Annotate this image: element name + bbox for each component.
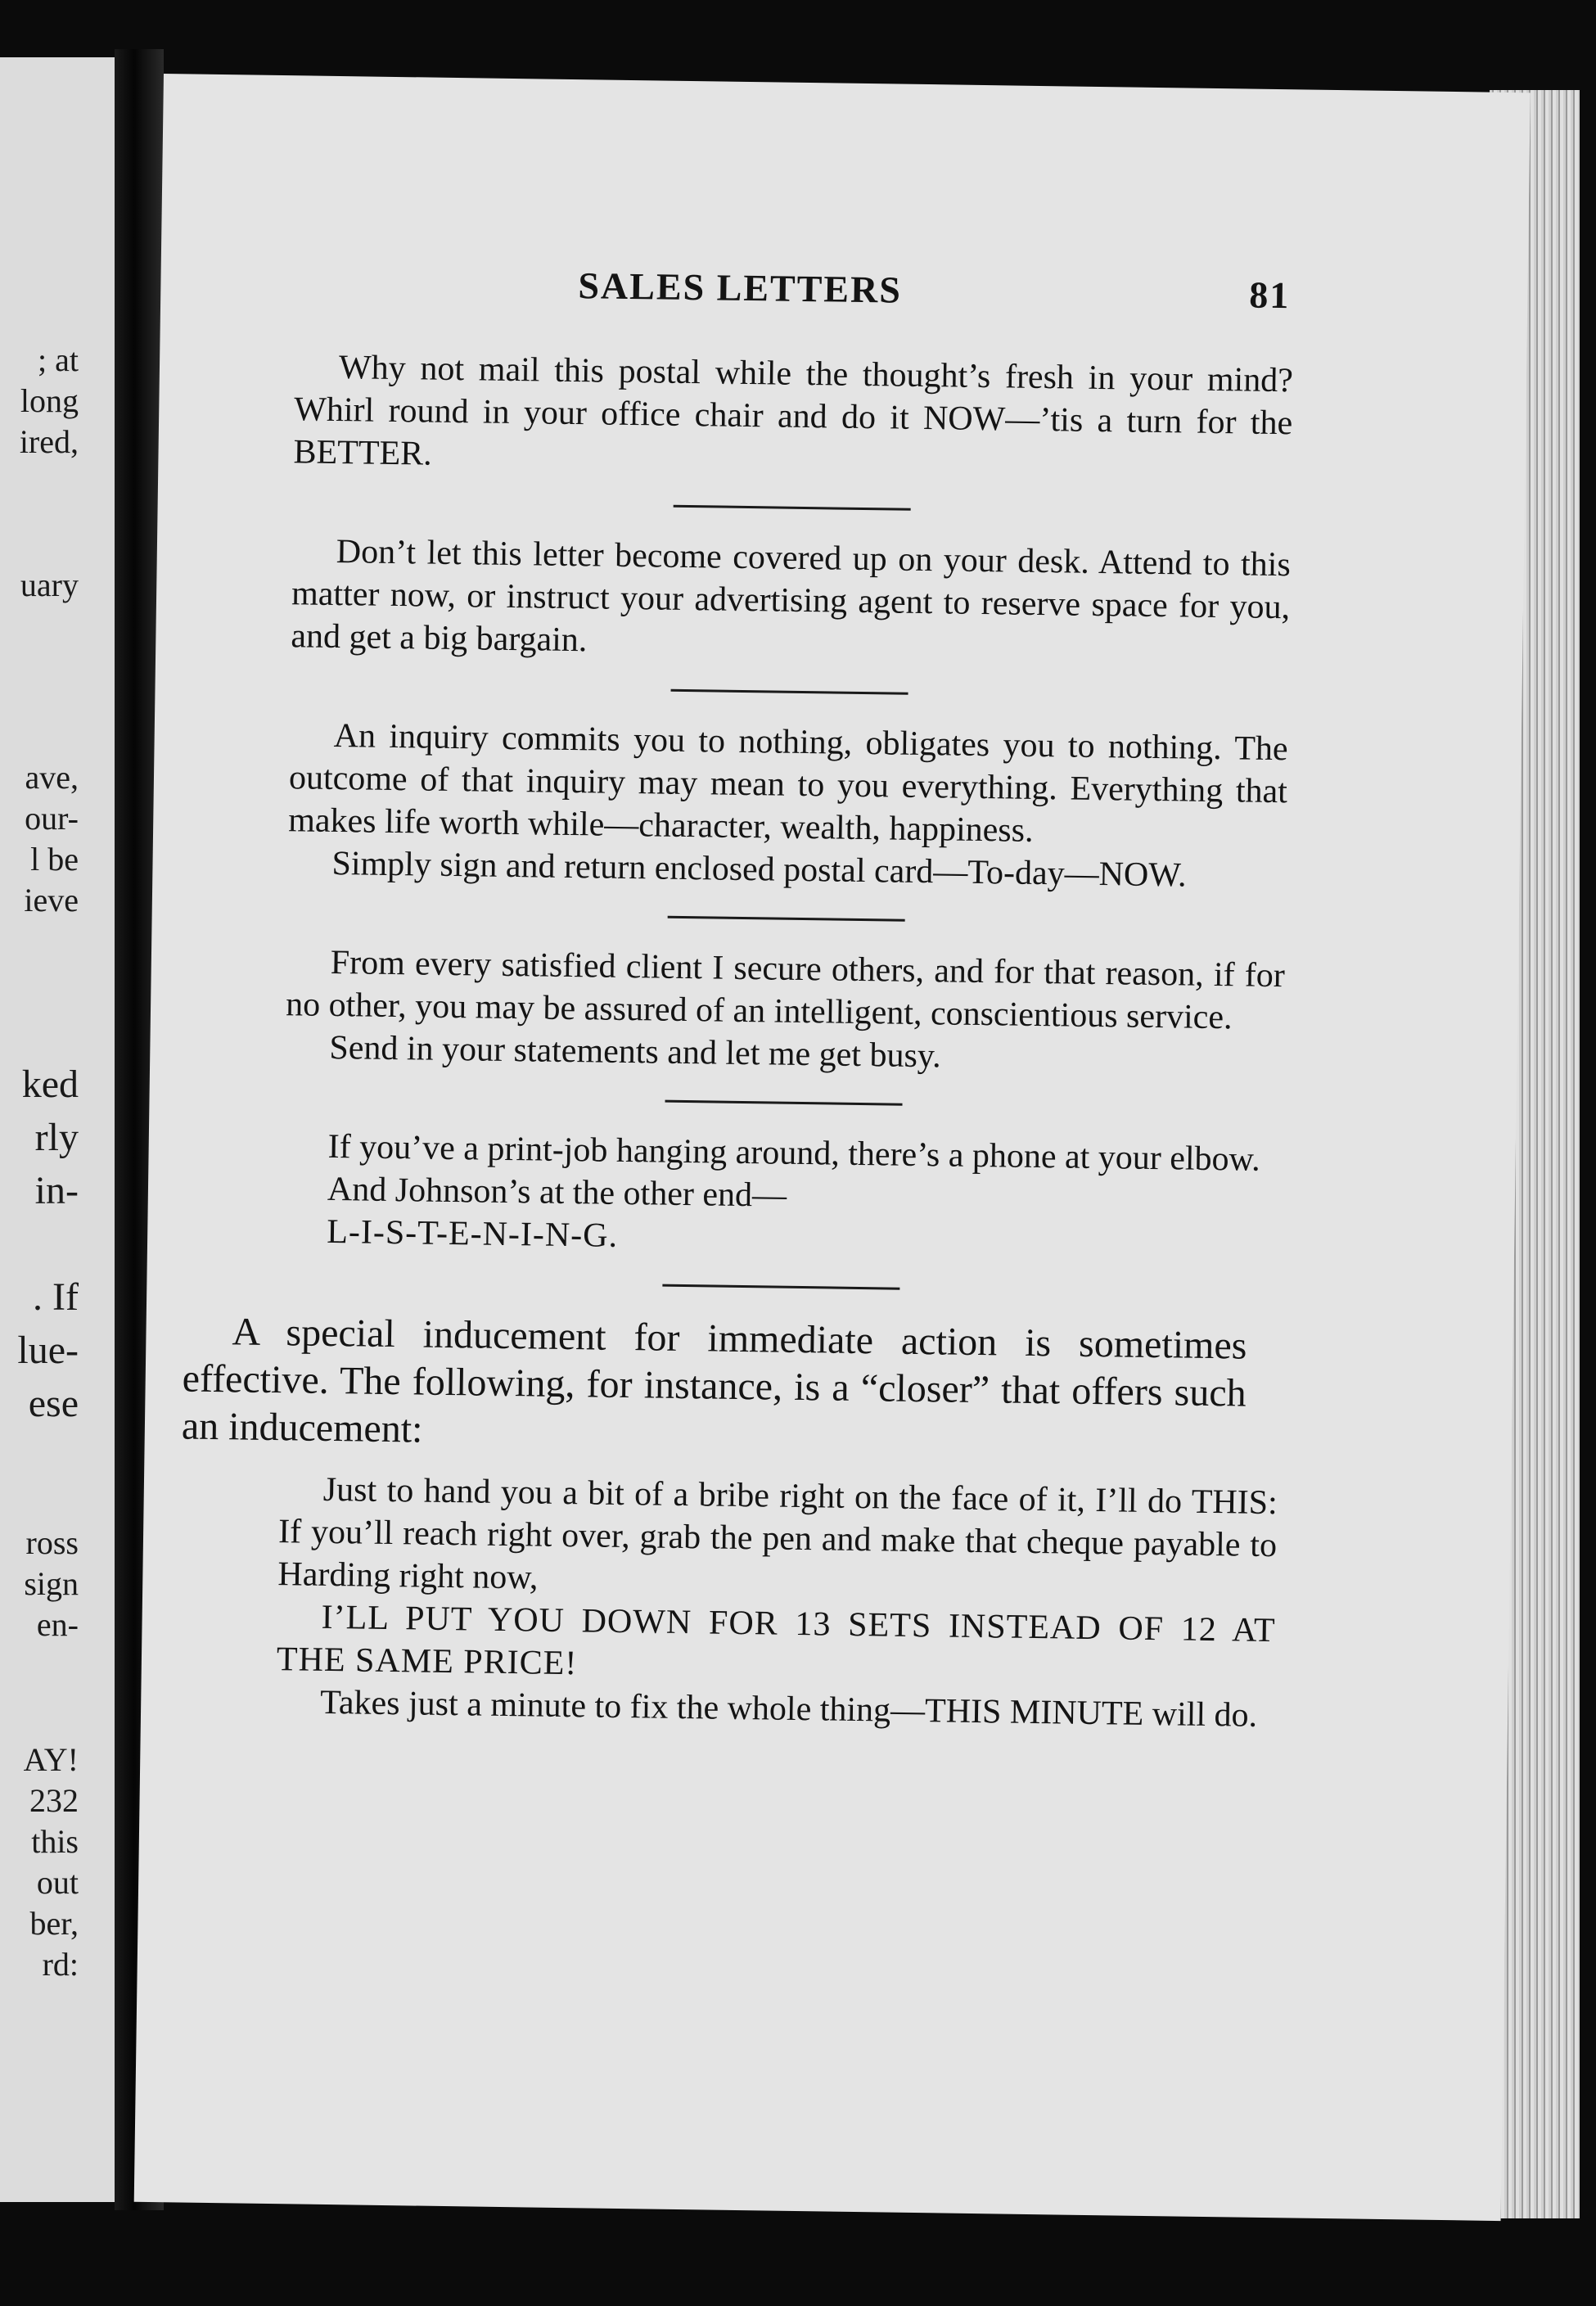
section-divider <box>671 689 908 695</box>
left-fragment: our- <box>25 800 79 837</box>
left-fragment: rd: <box>42 1946 79 1983</box>
left-fragment: ked <box>21 1063 79 1106</box>
left-fragment: ave, <box>25 759 79 796</box>
section-divider <box>662 1284 899 1290</box>
sample-letter-3 <box>287 714 1288 898</box>
left-fragment: ; at <box>38 341 79 378</box>
page-header <box>161 258 1471 317</box>
facing-page-left <box>0 57 115 2202</box>
left-fragment: lue- <box>17 1329 79 1372</box>
sample-letter-4 <box>285 941 1285 1082</box>
left-fragment: en- <box>36 1606 79 1643</box>
sample-letter-2 <box>291 530 1291 671</box>
left-fragment: ber, <box>29 1905 79 1942</box>
left-fragment: . If <box>33 1275 79 1319</box>
left-fragment: uary <box>20 566 79 603</box>
closer-paragraph: Takes just a minute to fix the whole thing—THIS MINUTE will do. <box>319 1683 1258 1735</box>
narrative-paragraph: A special inducement for immediate action is sometimes effective. The following, for instance, is a “closer” that offers such an inducement: <box>181 1310 1247 1451</box>
letter-paragraph: From every satisfied client I secure others, and for that reason, if for no other, you may be assured of an intelligent, conscientious service. <box>285 943 1286 1037</box>
left-fragment: ross <box>25 1524 79 1561</box>
letter-paragraph: Don’t let this letter become covered up on your desk. Attend to this matter now, or instruct your advertising agent to reserve space for you, and get a big bargain. <box>291 533 1292 660</box>
left-fragment: this <box>31 1823 79 1860</box>
section-divider <box>668 916 905 922</box>
book-page <box>134 74 1531 2221</box>
left-fragment: 232 <box>29 1782 79 1819</box>
left-fragment: ieve <box>24 882 79 918</box>
left-fragment: in- <box>34 1169 79 1212</box>
sample-letter-5 <box>282 1125 1283 1266</box>
left-fragment: sign <box>24 1565 79 1602</box>
section-divider <box>665 1100 903 1106</box>
letter-paragraph: Simply sign and return enclosed postal card—To-day—NOW. <box>331 844 1187 895</box>
closer-letter <box>276 1468 1278 1737</box>
page-number: 81 <box>1249 273 1291 317</box>
running-head: SALES LETTERS <box>578 264 903 311</box>
sample-letter-1 <box>293 345 1293 487</box>
letter-paragraph: An inquiry commits you to nothing, obligates you to nothing. The outcome of that inquiry may mean to you everything. Everything that makes life worth while—character, wealth, happiness. <box>287 716 1288 850</box>
left-fragment: long <box>20 382 79 419</box>
left-fragment: l be <box>30 841 79 878</box>
page-body <box>181 345 1294 1737</box>
section-divider <box>674 505 911 511</box>
left-fragment: rly <box>34 1116 79 1159</box>
letter-paragraph: Send in your statements and let me get busy. <box>329 1028 941 1076</box>
closer-paragraph: Just to hand you a bit of a bribe right on the face of it, I’ll do THIS: If you’ll reach right over, grab the pen and make that cheque payable to Harding right now, <box>277 1470 1278 1597</box>
left-fragment: ese <box>28 1382 79 1425</box>
left-fragment: AY! <box>23 1741 79 1778</box>
left-fragment: ired, <box>19 423 79 460</box>
letter-paragraph: Why not mail this postal while the thought’s fresh in your mind? Whirl round in your office chair and do it NOW—’tis a turn for the BETTER. <box>293 349 1294 473</box>
letter-paragraph: L-I-S-T-E-N-I-N-G. <box>326 1212 619 1255</box>
letter-paragraph: If you’ve a print-job hanging around, there’s a phone at your elbow. <box>327 1127 1261 1179</box>
closer-paragraph: I’LL PUT YOU DOWN FOR 13 SETS INSTEAD OF 12 AT THE SAME PRICE! <box>276 1598 1276 1683</box>
left-fragment: out <box>36 1864 79 1901</box>
letter-paragraph: And Johnson’s at the other end— <box>327 1170 787 1215</box>
